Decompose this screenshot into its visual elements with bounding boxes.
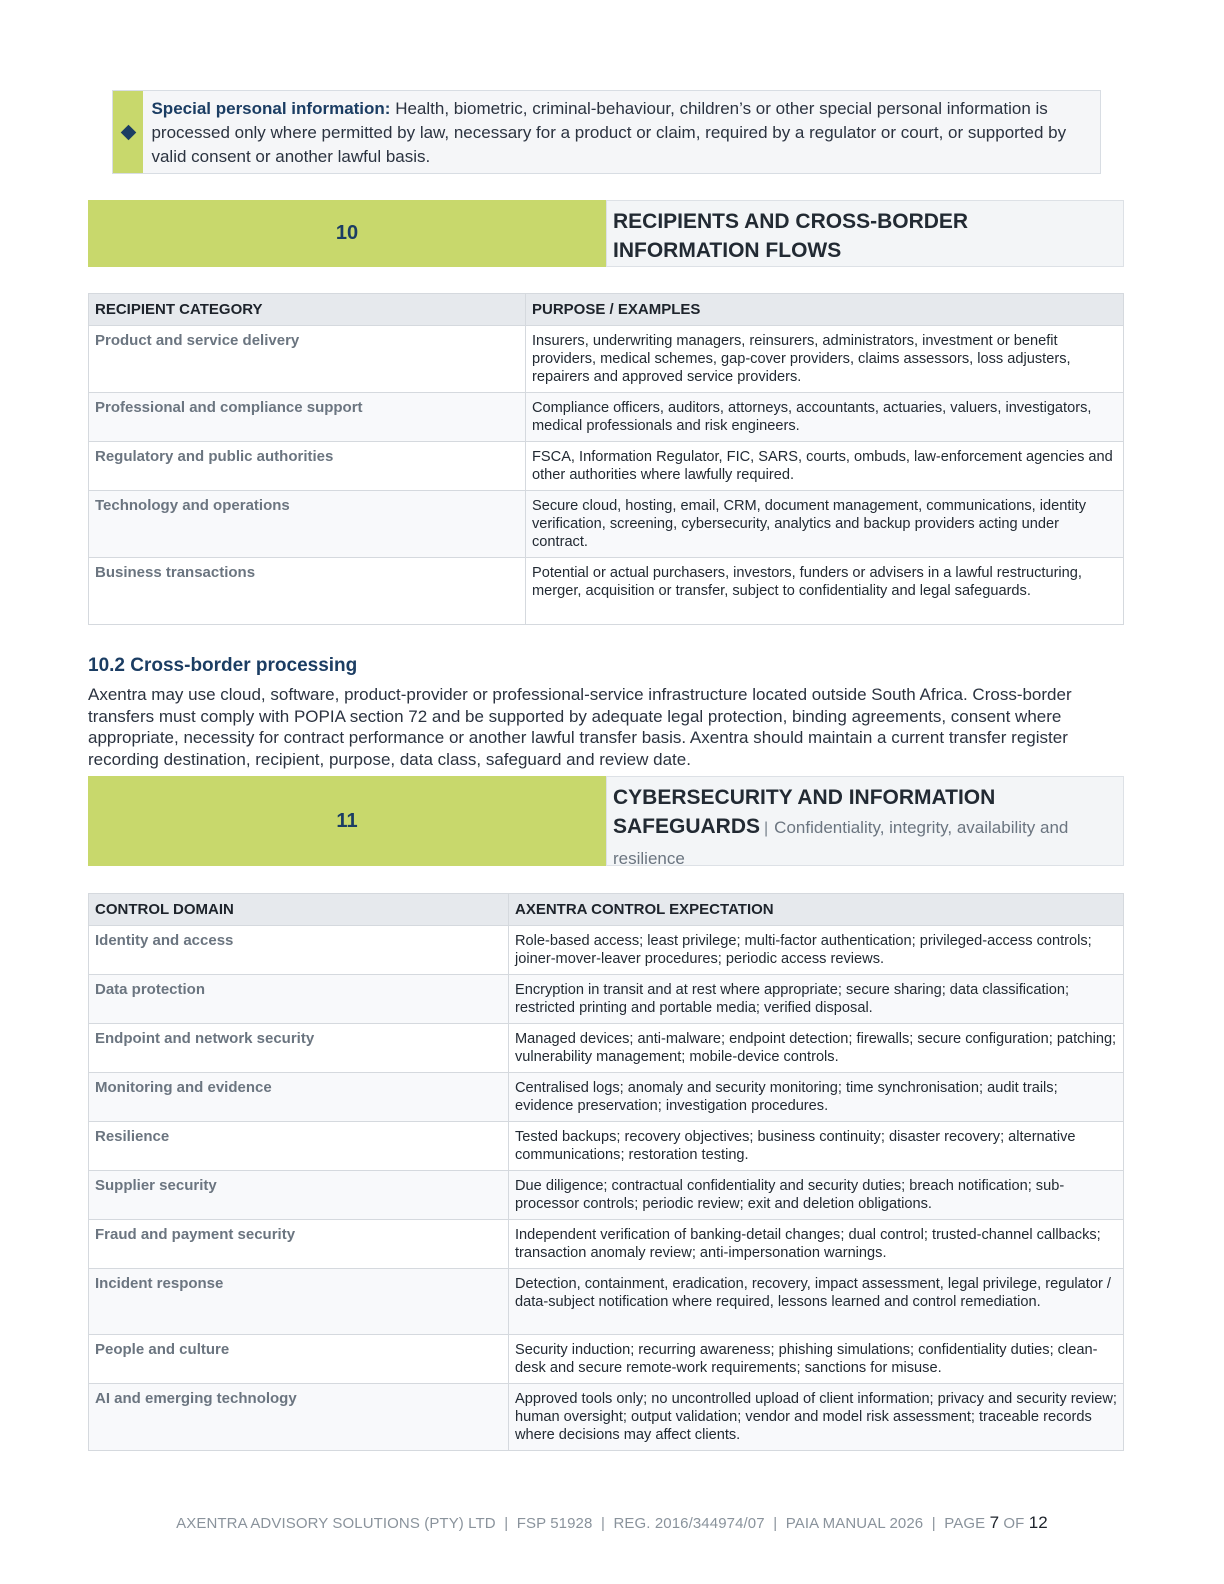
table-row — [89, 1122, 1124, 1171]
section-subtitle: Confidentiality, integrity, availability and resilience — [613, 818, 1069, 868]
special-info-callout — [112, 90, 1101, 174]
section-title-line2: SAFEGUARDS — [613, 815, 761, 838]
footer-of: OF — [1003, 1515, 1025, 1532]
recipient-category: Professional and compliance support — [89, 393, 526, 442]
control-expectation: Security induction; recurring awareness; phishing simulations; confidentiality duties; clean-desk and secure remote-work requirements; sanctions for misuse. — [509, 1335, 1124, 1384]
section-number: 10 — [88, 200, 606, 267]
table-header-row — [89, 294, 1124, 326]
recipient-purpose: Compliance officers, auditors, attorneys, accountants, actuaries, valuers, investigators, medical professionals and risk engineers. — [526, 393, 1124, 442]
column-header: CONTROL DOMAIN — [89, 894, 509, 926]
control-expectation: Encryption in transit and at rest where appropriate; secure sharing; data classification; restricted printing and portable media; verified disposal. — [509, 975, 1124, 1024]
section-title-line2-wrap — [613, 812, 1117, 872]
callout-label: Special personal information: — [151, 99, 391, 118]
recipient-category: Product and service delivery — [89, 326, 526, 393]
table-header-row — [89, 894, 1124, 926]
section-title-line1: CYBERSECURITY AND INFORMATION — [613, 786, 996, 809]
control-domain: People and culture — [89, 1335, 509, 1384]
page-number: 7 — [989, 1513, 1000, 1532]
table-row — [89, 1073, 1124, 1122]
control-domain: Endpoint and network security — [89, 1024, 509, 1073]
table-row — [89, 1269, 1124, 1335]
table-row — [89, 393, 1124, 442]
controls-table — [88, 893, 1124, 1451]
section-10-header — [88, 200, 1124, 267]
callout-body: Health, biometric, criminal-behaviour, children’s or other special personal information is processed only where permitted by law, necessary for a product or claim, required by a regulator or court, or supported by valid consent or another lawful basis. — [151, 99, 1067, 166]
control-expectation: Managed devices; anti-malware; endpoint detection; firewalls; secure configuration; patching; vulnerability management; mobile-device controls. — [509, 1024, 1124, 1073]
control-domain: Fraud and payment security — [89, 1220, 509, 1269]
cross-border-paragraph: Axentra may use cloud, software, product-provider or professional-service infrastructure located outside South Africa. Cross-border transfers must comply with POPIA section 72 and be supported by adequate legal protection, binding agreements, consent where appropriate, necessity for contract performance or another lawful transfer basis. Axentra should maintain a current transfer register recording destination, recipient, purpose, data class, safeguard and review date. — [88, 685, 1072, 769]
recipient-purpose: Potential or actual purchasers, investors, funders or advisers in a lawful restructuring, merger, acquisition or transfer, subject to confidentiality and legal safeguards. — [526, 558, 1124, 625]
control-expectation: Detection, containment, eradication, recovery, impact assessment, legal privilege, regulator / data-subject notification where required, lessons learned and control remediation. — [509, 1269, 1124, 1335]
control-expectation: Centralised logs; anomaly and security monitoring; time synchronisation; audit trails; evidence preservation; investigation procedures. — [509, 1073, 1124, 1122]
control-domain: Data protection — [89, 975, 509, 1024]
page-total: 12 — [1028, 1513, 1048, 1532]
section-title — [606, 200, 1124, 267]
table-row — [89, 326, 1124, 393]
control-expectation: Independent verification of banking-detail changes; dual control; trusted-channel callbacks; transaction anomaly review; anti-impersonation warnings. — [509, 1220, 1124, 1269]
table-row — [89, 1335, 1124, 1384]
section-title-line1: RECIPIENTS AND CROSS-BORDER — [613, 210, 969, 233]
control-expectation: Role-based access; least privilege; multi-factor authentication; privileged-access controls; joiner-mover-leaver procedures; periodic access reviews. — [509, 926, 1124, 975]
callout-text — [143, 91, 1100, 173]
recipient-purpose: Secure cloud, hosting, email, CRM, document management, communications, identity verification, screening, cybersecurity, analytics and backup providers acting under contract. — [526, 491, 1124, 558]
control-expectation: Tested backups; recovery objectives; business continuity; disaster recovery; alternative communications; restoration testing. — [509, 1122, 1124, 1171]
subsection-heading: 10.2 Cross-border processing — [88, 655, 358, 676]
table-row — [89, 975, 1124, 1024]
recipient-purpose: Insurers, underwriting managers, reinsurers, administrators, investment or benefit providers, medical schemes, gap-cover providers, claims assessors, loss adjusters, repairers and approved service providers. — [526, 326, 1124, 393]
column-header: AXENTRA CONTROL EXPECTATION — [509, 894, 1124, 926]
recipient-category: Technology and operations — [89, 491, 526, 558]
section-11-header — [88, 776, 1124, 866]
control-domain: AI and emerging technology — [89, 1384, 509, 1451]
control-domain: Incident response — [89, 1269, 509, 1335]
table-row — [89, 1024, 1124, 1073]
control-domain: Resilience — [89, 1122, 509, 1171]
footer-text: AXENTRA ADVISORY SOLUTIONS (PTY) LTD | FSP 51928 | REG. 2016/344974/07 | PAIA MANUAL 2026 | PAGE — [176, 1515, 986, 1532]
column-header: RECIPIENT CATEGORY — [89, 294, 526, 326]
diamond-bullet-icon — [120, 124, 136, 140]
table-row — [89, 558, 1124, 625]
title-separator: | — [764, 820, 769, 837]
page-footer — [0, 1513, 1224, 1533]
recipient-category: Business transactions — [89, 558, 526, 625]
control-domain: Monitoring and evidence — [89, 1073, 509, 1122]
control-domain: Identity and access — [89, 926, 509, 975]
control-expectation: Due diligence; contractual confidentiality and security duties; breach notification; sub-processor controls; periodic review; exit and deletion obligations. — [509, 1171, 1124, 1220]
section-title-line2: INFORMATION FLOWS — [613, 239, 842, 262]
recipient-category: Regulatory and public authorities — [89, 442, 526, 491]
table-row — [89, 1171, 1124, 1220]
callout-marker — [113, 91, 143, 173]
control-expectation: Approved tools only; no uncontrolled upload of client information; privacy and security review; human oversight; output validation; vendor and model risk assessment; traceable records where decisions may affect clients. — [509, 1384, 1124, 1451]
control-domain: Supplier security — [89, 1171, 509, 1220]
section-title — [606, 776, 1124, 866]
recipients-table — [88, 293, 1124, 625]
table-row — [89, 442, 1124, 491]
table-row — [89, 926, 1124, 975]
column-header: PURPOSE / EXAMPLES — [526, 294, 1124, 326]
table-row — [89, 491, 1124, 558]
table-row — [89, 1220, 1124, 1269]
table-row — [89, 1384, 1124, 1451]
section-number: 11 — [88, 776, 606, 866]
recipient-purpose: FSCA, Information Regulator, FIC, SARS, courts, ombuds, law-enforcement agencies and other authorities where lawfully required. — [526, 442, 1124, 491]
